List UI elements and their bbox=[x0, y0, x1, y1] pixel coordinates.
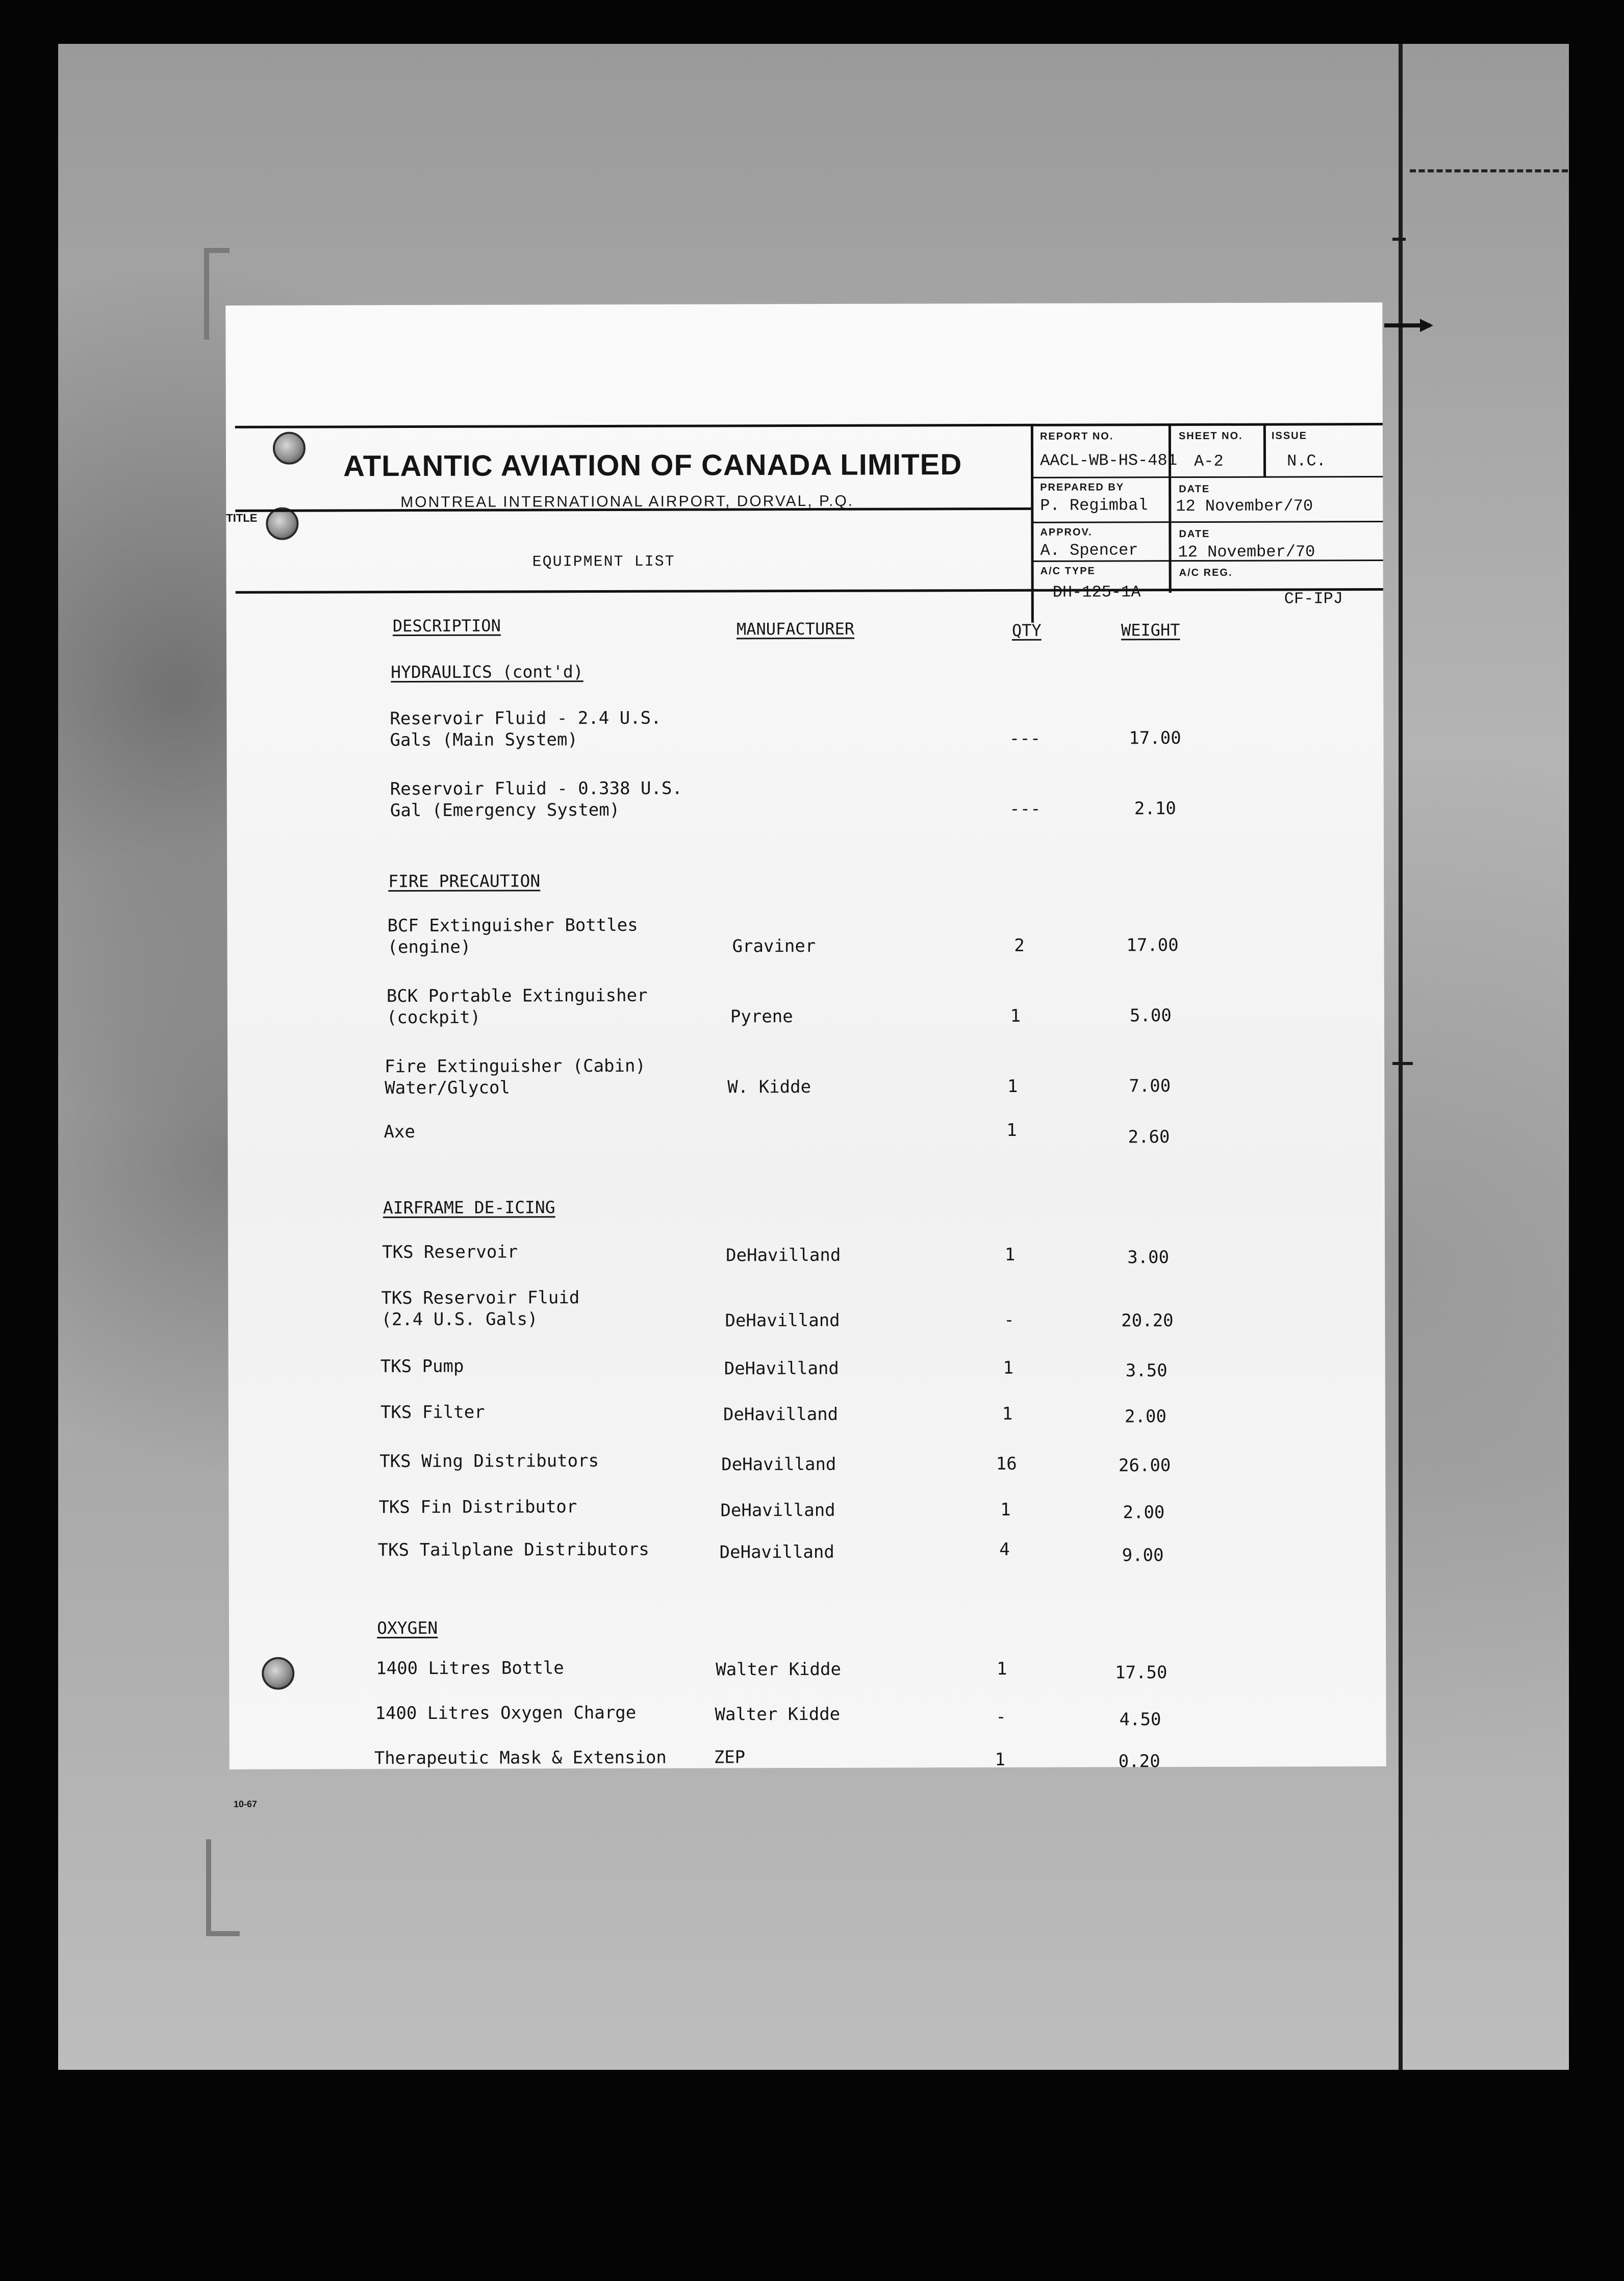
ac-type: DH-125-1A bbox=[1052, 582, 1141, 602]
header-rule bbox=[236, 588, 1383, 594]
item-manufacturer: Pyrene bbox=[730, 1006, 793, 1027]
arrow-icon bbox=[1384, 323, 1430, 327]
column-header-description: DESCRIPTION bbox=[392, 616, 501, 636]
sheet-no: A-2 bbox=[1194, 451, 1224, 471]
title-label: TITLE bbox=[226, 511, 258, 524]
ac-type-label: A/C TYPE bbox=[1040, 565, 1096, 577]
equipment-row bbox=[227, 983, 1384, 1028]
ac-reg-label: A/C REG. bbox=[1179, 567, 1233, 579]
company-name: ATLANTIC AVIATION OF CANADA LIMITED bbox=[343, 448, 962, 483]
item-description: Fire Extinguisher (Cabin) Water/Glycol bbox=[385, 1055, 646, 1099]
item-weight: 20.20 bbox=[1121, 1310, 1174, 1331]
column-header-manufacturer: MANUFACTURER bbox=[736, 619, 855, 639]
item-weight: 2.00 bbox=[1123, 1502, 1165, 1523]
item-weight: 26.00 bbox=[1118, 1455, 1171, 1476]
item-manufacturer: DeHavilland bbox=[724, 1358, 839, 1379]
item-manufacturer: ZEP bbox=[714, 1747, 746, 1768]
equipment-row bbox=[229, 1537, 1386, 1566]
item-qty: 1 bbox=[1004, 1244, 1016, 1265]
equipment-row bbox=[227, 913, 1384, 958]
item-qty: 1 bbox=[1007, 1076, 1018, 1097]
item-manufacturer: DeHavilland bbox=[720, 1500, 835, 1521]
item-description: TKS Reservoir bbox=[382, 1241, 518, 1263]
item-manufacturer: DeHavilland bbox=[725, 1310, 840, 1331]
item-description: TKS Tailplane Distributors bbox=[377, 1539, 649, 1561]
sheet-no-label: SHEET NO. bbox=[1178, 430, 1243, 442]
item-qty: 1 bbox=[1003, 1357, 1013, 1378]
equipment-row bbox=[227, 1119, 1384, 1148]
item-weight: 9.00 bbox=[1122, 1545, 1164, 1566]
item-weight: 0.20 bbox=[1118, 1751, 1160, 1772]
section-heading-hydraulics: HYDRAULICS (cont'd) bbox=[391, 662, 583, 682]
punch-hole bbox=[266, 508, 298, 540]
item-weight: 3.50 bbox=[1125, 1360, 1168, 1381]
item-description: Therapeutic Mask & Extension bbox=[374, 1747, 667, 1769]
item-weight: 4.50 bbox=[1119, 1709, 1161, 1730]
scan-frame bbox=[58, 44, 1569, 2070]
item-weight: 17.00 bbox=[1129, 728, 1181, 749]
header-rule bbox=[235, 423, 1383, 428]
item-manufacturer: Walter Kidde bbox=[715, 1704, 841, 1725]
column-header-weight: WEIGHT bbox=[1121, 620, 1180, 640]
item-weight: 7.00 bbox=[1129, 1076, 1171, 1097]
margin-tick bbox=[1392, 238, 1406, 241]
dashed-line bbox=[1410, 169, 1568, 172]
backing-sheet-edge bbox=[1399, 44, 1403, 2070]
header-rule bbox=[1263, 424, 1266, 477]
item-description: BCF Extinguisher Bottles (engine) bbox=[387, 915, 638, 958]
item-qty: 1 bbox=[995, 1749, 1006, 1770]
issue-label: ISSUE bbox=[1271, 430, 1307, 442]
punch-hole bbox=[273, 432, 306, 465]
equipment-row bbox=[229, 1655, 1386, 1683]
item-description: TKS Wing Distributors bbox=[379, 1451, 599, 1472]
header-rule bbox=[1169, 424, 1172, 593]
equipment-row bbox=[229, 1353, 1385, 1381]
prepared-by-label: PREPARED BY bbox=[1040, 481, 1125, 493]
section-heading-fire-precaution: FIRE PRECAUTION bbox=[388, 871, 541, 892]
header-rule bbox=[1032, 476, 1383, 478]
item-qty: - bbox=[1004, 1309, 1014, 1330]
item-qty: 1 bbox=[1000, 1499, 1011, 1520]
item-weight: 3.00 bbox=[1127, 1247, 1170, 1268]
date-label: DATE bbox=[1179, 528, 1210, 540]
item-qty: 1 bbox=[1006, 1120, 1017, 1141]
item-description: Axe bbox=[384, 1122, 415, 1143]
item-qty: --- bbox=[1009, 798, 1041, 819]
item-qty: 1 bbox=[1002, 1403, 1013, 1424]
item-qty: 4 bbox=[999, 1539, 1010, 1560]
item-description: TKS Pump bbox=[380, 1356, 464, 1377]
item-description: BCK Portable Extinguisher (cockpit) bbox=[386, 985, 648, 1028]
item-weight: 5.00 bbox=[1129, 1005, 1172, 1026]
equipment-row bbox=[229, 1700, 1386, 1730]
equipment-list-sheet bbox=[225, 302, 1386, 1809]
item-description: Reservoir Fluid - 0.338 U.S. Gal (Emergency System) bbox=[390, 778, 682, 821]
date-label: DATE bbox=[1179, 483, 1210, 495]
item-manufacturer: DeHavilland bbox=[719, 1541, 834, 1563]
item-qty: - bbox=[996, 1706, 1006, 1728]
item-description: 1400 Litres Bottle bbox=[376, 1658, 564, 1679]
equipment-row bbox=[229, 1494, 1385, 1523]
item-manufacturer: W. Kidde bbox=[727, 1076, 811, 1098]
item-description: TKS Fin Distributor bbox=[378, 1497, 577, 1518]
item-manufacturer: DeHavilland bbox=[726, 1245, 841, 1266]
form-number: 10-67 bbox=[233, 1798, 258, 1809]
item-weight: 2.60 bbox=[1128, 1127, 1170, 1148]
item-qty: --- bbox=[1009, 728, 1041, 749]
prepared-by: P. Regimbal bbox=[1040, 496, 1148, 515]
report-no: AACL-WB-HS-481 bbox=[1040, 451, 1177, 470]
equipment-row bbox=[230, 1745, 1386, 1772]
item-qty: 16 bbox=[996, 1453, 1017, 1475]
issue: N.C. bbox=[1287, 451, 1326, 471]
equipment-row bbox=[229, 1399, 1385, 1427]
equipment-row bbox=[228, 1285, 1385, 1331]
item-manufacturer: DeHavilland bbox=[721, 1454, 836, 1475]
item-manufacturer: Graviner bbox=[732, 935, 816, 957]
item-description: Reservoir Fluid - 2.4 U.S. Gals (Main System) bbox=[390, 707, 662, 751]
prepared-date: 12 November/70 bbox=[1176, 496, 1313, 516]
approved-by: A. Spencer bbox=[1040, 541, 1138, 560]
punch-hole bbox=[262, 1657, 294, 1690]
approved-by-label: APPROV. bbox=[1040, 526, 1093, 538]
equipment-row bbox=[226, 705, 1383, 751]
item-qty: 1 bbox=[996, 1658, 1007, 1680]
report-no-label: REPORT NO. bbox=[1039, 430, 1114, 442]
company-address: MONTREAL INTERNATIONAL AIRPORT, DORVAL, P.Q. bbox=[400, 492, 854, 511]
equipment-row bbox=[227, 776, 1384, 821]
header-rule bbox=[1032, 521, 1383, 523]
margin-tick bbox=[1392, 1062, 1413, 1065]
item-weight: 2.00 bbox=[1124, 1406, 1166, 1427]
item-weight: 17.50 bbox=[1115, 1662, 1168, 1683]
item-weight: 2.10 bbox=[1134, 798, 1176, 819]
equipment-row bbox=[229, 1448, 1385, 1476]
item-description: TKS Reservoir Fluid (2.4 U.S. Gals) bbox=[381, 1287, 580, 1330]
equipment-row bbox=[227, 1053, 1384, 1099]
item-weight: 17.00 bbox=[1126, 935, 1179, 956]
section-heading-airframe-de-icing: AIRFRAME DE-ICING bbox=[383, 1197, 555, 1218]
crop-mark bbox=[206, 1839, 240, 1936]
approved-date: 12 November/70 bbox=[1178, 542, 1315, 562]
equipment-row bbox=[228, 1239, 1385, 1268]
ac-reg: CF-IPJ bbox=[1284, 589, 1343, 609]
item-qty: 1 bbox=[1010, 1005, 1021, 1026]
column-header-qty: QTY bbox=[1011, 620, 1042, 640]
item-manufacturer: DeHavilland bbox=[723, 1404, 839, 1425]
item-description: TKS Filter bbox=[380, 1402, 485, 1423]
document-title: EQUIPMENT LIST bbox=[532, 553, 675, 571]
section-heading-oxygen: OXYGEN bbox=[376, 1617, 438, 1638]
item-manufacturer: Walter Kidde bbox=[716, 1659, 841, 1680]
header-rule bbox=[1031, 425, 1034, 623]
item-description: 1400 Litres Oxygen Charge bbox=[375, 1702, 637, 1724]
item-qty: 2 bbox=[1014, 935, 1025, 956]
